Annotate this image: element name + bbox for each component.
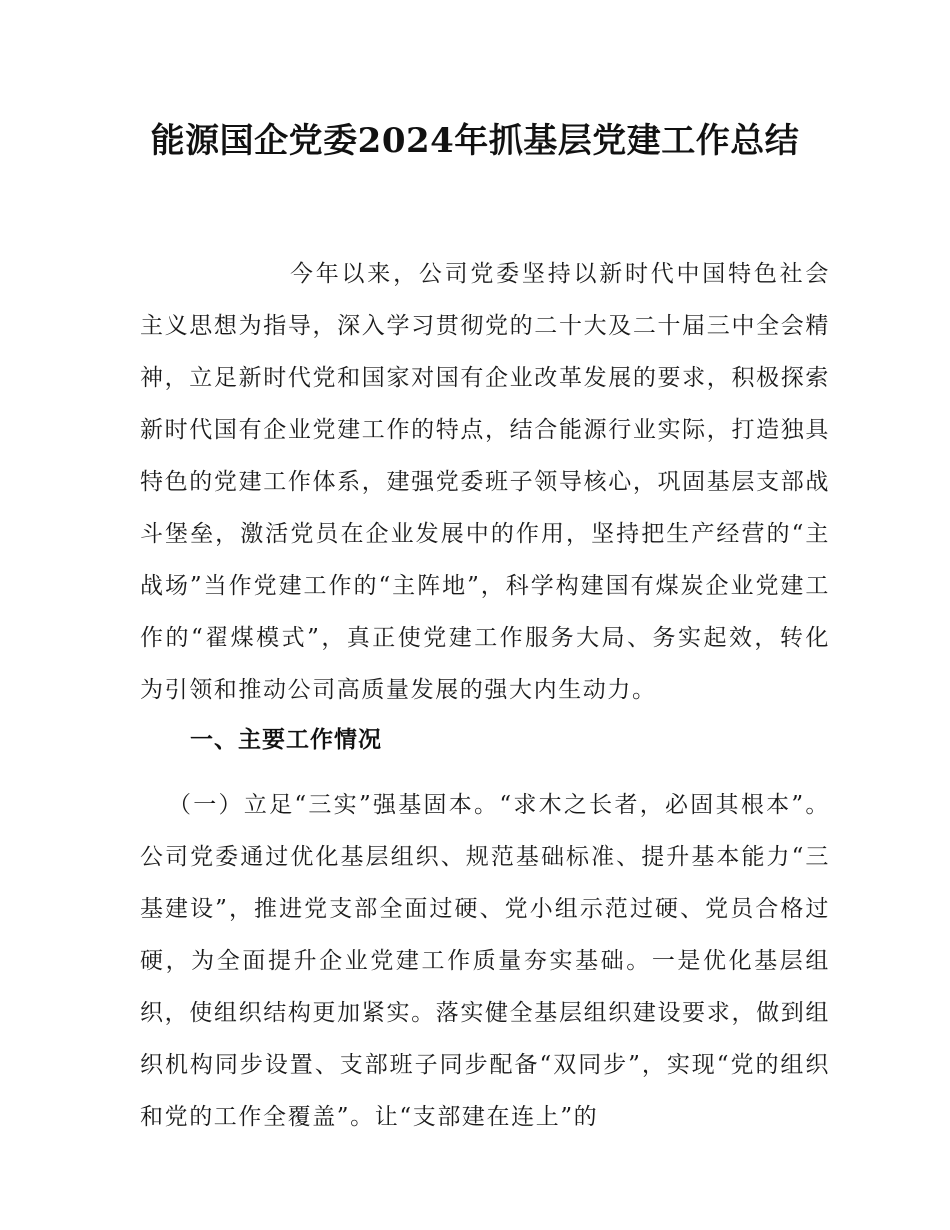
section-heading: 一、主要工作情况 — [190, 727, 382, 753]
section-paragraph: （一）立足“三实”强基固本。“求木之长者，必固其根本”。公司党委通过优化基层组织、规范基础标准、提升基本能力“三基建设”，推进党支部全面过硬、党小组示范过硬、党员合格过硬，为全面提升企业党建工作质量夯实基础。一是优化基层组织，使组织结构更加紧实。落实健全基层组织建设要求，做到组织机构同步设置、支部班子同步配备“双同步”，实现“党的组织和党的工作全覆盖”。让“支部建在连上”的 — [140, 792, 830, 1130]
intro-paragraph: 今年以来，公司党委坚持以新时代中国特色社会主义思想为指导，深入学习贯彻党的二十大及二十届三中全会精神，立足新时代党和国家对国有企业改革发展的要求，积极探索新时代国有企业党建工作的特点，结合能源行业实际，打造独具特色的党建工作体系，建强党委班子领导核心，巩固基层支部战斗堡垒，激活党员在企业发展中的作用，坚持把生产经营的“主战场”当作党建工作的“主阵地”，科学构建国有煤炭企业党建工作的“翟煤模式”，真正使党建工作服务大局、务实起效，转化为引领和推动公司高质量发展的强大内生动力。 — [140, 261, 830, 703]
document-title: 能源国企党委2024年抓基层党建工作总结 — [150, 121, 800, 161]
